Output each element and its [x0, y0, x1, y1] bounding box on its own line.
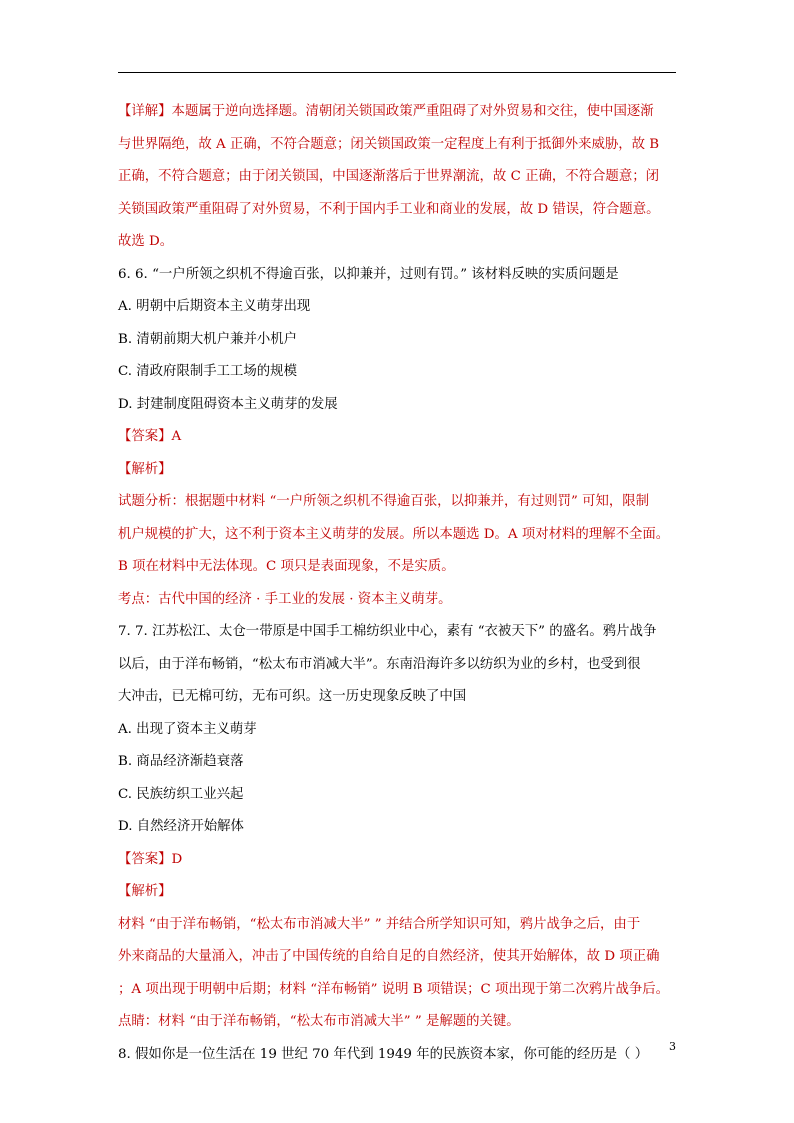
q5-detail-line: 关锁国政策严重阻碍了对外贸易，不利于国内手工业和商业的发展，故 D 错误，符合题意。: [118, 201, 660, 217]
q6-stem: 6. 6. “一户所领之织机不得逾百张，以抑兼并，过则有罚。” 该材料反映的实质问题是: [118, 266, 619, 282]
q6-answer: 【答案】A: [118, 429, 182, 444]
q7-analysis-line: 外来商品的大量涌入，冲击了中国传统的自给自足的自然经济，使其开始解体，故 D 项正确: [118, 949, 660, 964]
q6-analysis-line: 考点：古代中国的经济 · 手工业的发展 · 资本主义萌芽。: [118, 591, 452, 607]
q6-option-b: B. 清朝前期大机户兼并小机户: [118, 331, 298, 347]
q6-analysis-line: B 项在材料中无法体现。C 项只是表面现象，不是实质。: [118, 559, 455, 574]
q7-option-a: A. 出现了资本主义萌芽: [118, 721, 257, 737]
q7-analysis-heading: 【解析】: [118, 884, 172, 899]
document-body: [118, 96, 678, 1071]
page-number: 3: [669, 1040, 676, 1053]
q7-stem-line: 以后，由于洋布畅销，“松太布市消减大半”。东南沿海许多以纺织为业的乡村，也受到很: [118, 656, 641, 672]
q7-option-d: D. 自然经济开始解体: [118, 819, 244, 834]
q5-detail-line: 正确，不符合题意；由于闭关锁国，中国逐渐落后于世界潮流，故 C 正确，不符合题意；闭: [118, 169, 659, 184]
q6-option-d: D. 封建制度阻碍资本主义萌芽的发展: [118, 396, 338, 412]
q7-stem-line: 7. 7. 江苏松江、太仓一带原是中国手工棉纺织业中心，素有 “衣被天下” 的盛名。鸦片战争: [118, 624, 657, 639]
q7-analysis-line: ；A 项出现于明朝中后期；材料 “洋布畅销” 说明 B 项错误；C 项出现于第二次鸦片战争后。: [118, 981, 670, 997]
q6-option-c: C. 清政府限制手工工场的规模: [118, 364, 297, 379]
q7-stem-line: 大冲击，已无棉可纺，无布可织。这一历史现象反映了中国: [118, 689, 467, 704]
q8-stem: 8. 假如你是一位生活在 19 世纪 70 年代到 1949 年的民族资本家，你可能的经历是（ ）: [118, 1046, 649, 1062]
q7-analysis-line: 点睛：材料 “由于洋布畅销，“松太布市消减大半” ” 是解题的关键。: [118, 1014, 520, 1029]
q5-detail-line: 与世界隔绝，故 A 正确，不符合题意；闭关锁国政策一定程度上有利于抵御外来威胁，故 B: [118, 136, 660, 152]
q7-answer: 【答案】D: [118, 851, 183, 867]
q6-option-a: A. 明朝中后期资本主义萌芽出现: [118, 299, 311, 314]
q7-option-c: C. 民族纺织工业兴起: [118, 786, 244, 802]
q5-detail-line: 【详解】本题属于逆向选择题。清朝闭关锁国政策严重阻碍了对外贸易和交往，使中国逐渐: [118, 104, 654, 119]
header-rule: [118, 72, 676, 73]
q6-analysis-heading: 【解析】: [118, 461, 172, 477]
q7-option-b: B. 商品经济渐趋衰落: [118, 754, 244, 769]
q5-detail-line: 故选 D。: [118, 234, 174, 249]
q6-analysis-line: 试题分析：根据题中材料 “一户所领之织机不得逾百张，以抑兼并，有过则罚” 可知，限制: [118, 494, 650, 509]
q6-analysis-line: 机户规模的扩大，这不利于资本主义萌芽的发展。所以本题选 D。A 项对材料的理解不全面。: [118, 526, 670, 542]
q7-analysis-line: 材料 “由于洋布畅销，“松太布市消减大半” ” 并结合所学知识可知，鸦片战争之后，由于: [118, 916, 641, 932]
